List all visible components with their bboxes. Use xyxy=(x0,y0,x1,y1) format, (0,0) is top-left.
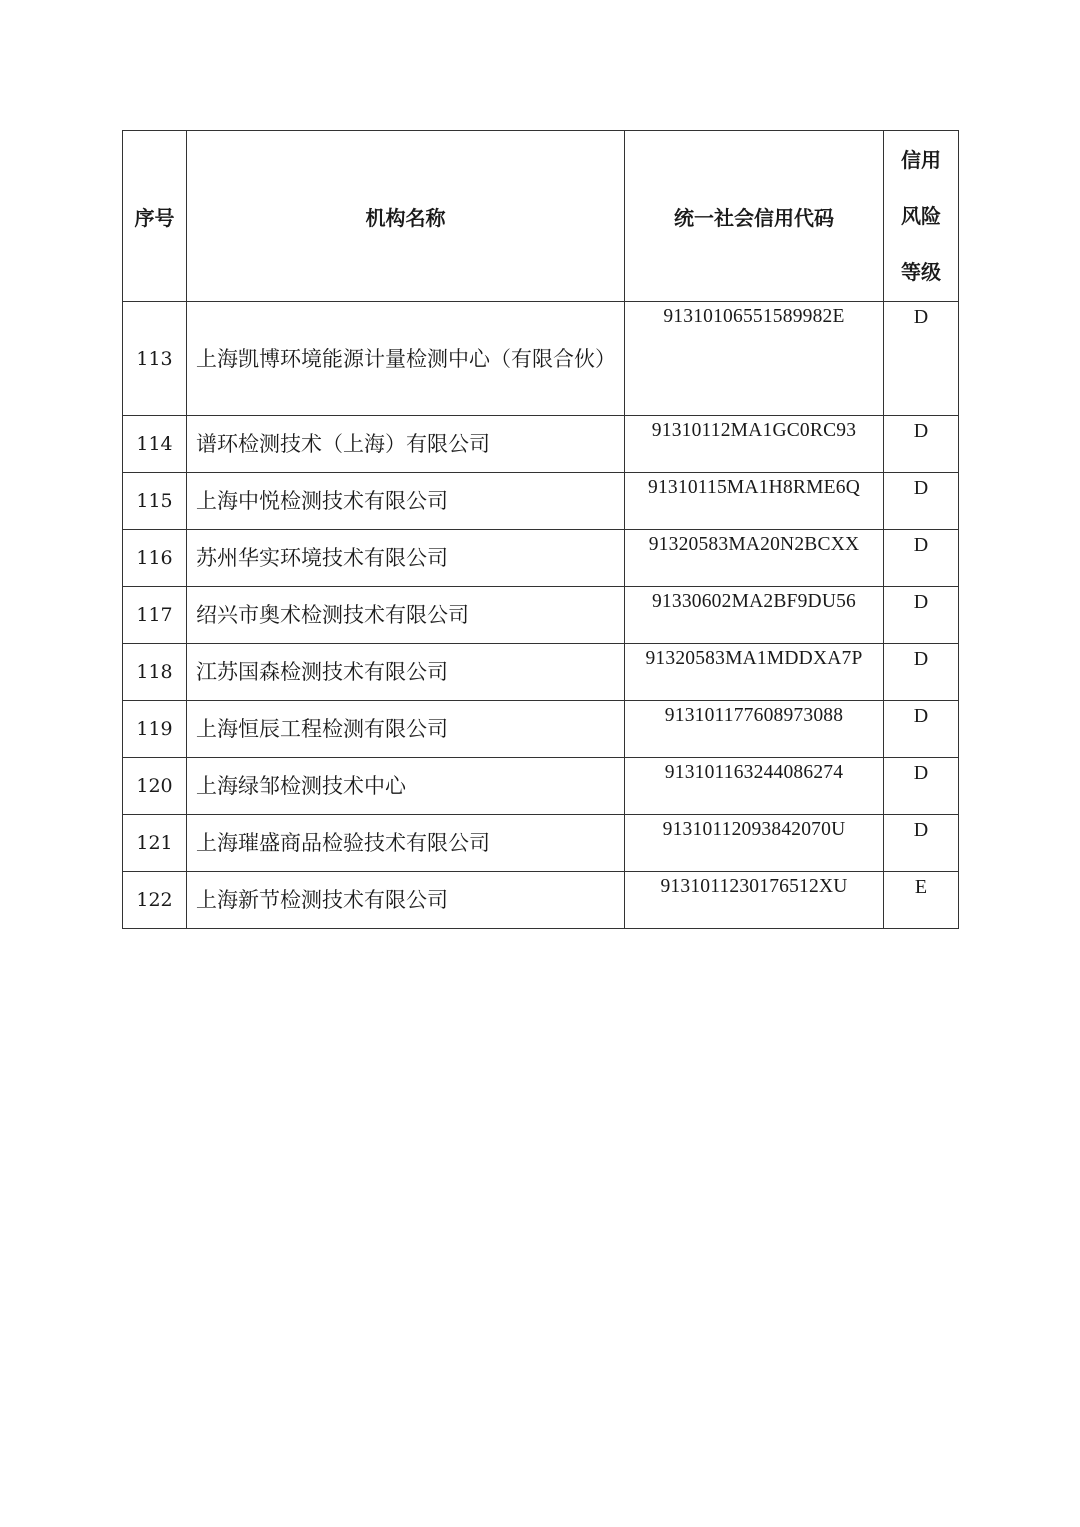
table-row xyxy=(123,758,959,815)
row-institution-name: 上海新节检测技术有限公司 xyxy=(187,872,625,929)
header-institution-name: 机构名称 xyxy=(187,131,625,302)
row-credit-code: 91320583MA1MDDXA7P xyxy=(625,644,884,701)
table-row xyxy=(123,416,959,473)
header-serial-number: 序号 xyxy=(123,131,187,302)
table-row xyxy=(123,815,959,872)
row-risk-level: D xyxy=(884,644,959,701)
row-credit-code: 91320583MA20N2BCXX xyxy=(625,530,884,587)
row-institution-name: 谱环检测技术（上海）有限公司 xyxy=(187,416,625,473)
row-risk-level: D xyxy=(884,815,959,872)
row-serial-number: 117 xyxy=(123,587,187,644)
row-serial-number: 118 xyxy=(123,644,187,701)
row-serial-number: 113 xyxy=(123,302,187,416)
row-credit-code: 91310112093842070U xyxy=(625,815,884,872)
row-serial-number: 115 xyxy=(123,473,187,530)
row-serial-number: 119 xyxy=(123,701,187,758)
table-header-row xyxy=(123,131,959,302)
table-row xyxy=(123,872,959,929)
row-risk-level: D xyxy=(884,758,959,815)
table-row xyxy=(123,473,959,530)
row-institution-name: 苏州华实环境技术有限公司 xyxy=(187,530,625,587)
row-institution-name: 上海绿邹检测技术中心 xyxy=(187,758,625,815)
row-risk-level: D xyxy=(884,473,959,530)
header-credit-code: 统一社会信用代码 xyxy=(625,131,884,302)
row-credit-code: 91310115MA1H8RME6Q xyxy=(625,473,884,530)
row-institution-name: 绍兴市奥术检测技术有限公司 xyxy=(187,587,625,644)
row-credit-code: 913101163244086274 xyxy=(625,758,884,815)
row-risk-level: D xyxy=(884,530,959,587)
credit-risk-table xyxy=(122,130,959,929)
table-row xyxy=(123,302,959,416)
table-row xyxy=(123,701,959,758)
header-risk-level xyxy=(884,131,959,302)
row-serial-number: 114 xyxy=(123,416,187,473)
row-credit-code: 913101177608973088 xyxy=(625,701,884,758)
row-institution-name: 江苏国森检测技术有限公司 xyxy=(187,644,625,701)
row-credit-code: 9131011230176512XU xyxy=(625,872,884,929)
table-row xyxy=(123,644,959,701)
row-institution-name: 上海恒辰工程检测有限公司 xyxy=(187,701,625,758)
row-institution-name: 上海璀盛商品检验技术有限公司 xyxy=(187,815,625,872)
row-serial-number: 116 xyxy=(123,530,187,587)
table-row xyxy=(123,530,959,587)
row-credit-code: 91310106551589982E xyxy=(625,302,884,416)
row-risk-level: D xyxy=(884,701,959,758)
row-serial-number: 121 xyxy=(123,815,187,872)
row-institution-name: 上海中悦检测技术有限公司 xyxy=(187,473,625,530)
row-serial-number: 120 xyxy=(123,758,187,815)
row-institution-name: 上海凯博环境能源计量检测中心（有限合伙） xyxy=(187,302,625,416)
row-risk-level: D xyxy=(884,587,959,644)
row-credit-code: 91310112MA1GC0RC93 xyxy=(625,416,884,473)
table-row xyxy=(123,587,959,644)
row-risk-level: D xyxy=(884,416,959,473)
row-risk-level: D xyxy=(884,302,959,416)
header-risk-level-text: 信用风险等级 xyxy=(901,148,941,284)
row-serial-number: 122 xyxy=(123,872,187,929)
row-risk-level: E xyxy=(884,872,959,929)
row-credit-code: 91330602MA2BF9DU56 xyxy=(625,587,884,644)
